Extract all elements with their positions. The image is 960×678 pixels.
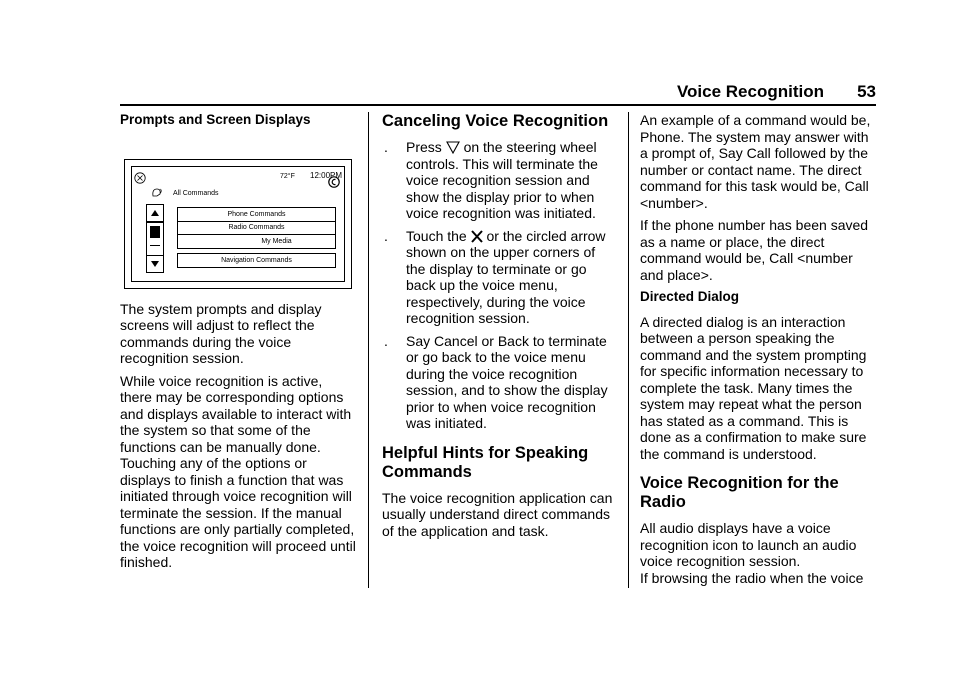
list-item: . Press on the steering wheel controls. This will terminate the voice recognition session and show the display prior to when voice recognition was initiated. — [384, 139, 598, 221]
temperature-readout: 72°F — [280, 172, 295, 180]
column-2 — [382, 112, 618, 545]
paragraph: If browsing the radio when the voice — [640, 569, 864, 586]
canceling-heading: Canceling Voice Recognition — [382, 112, 609, 130]
phone-commands-button[interactable]: Phone Commands — [177, 207, 336, 222]
prompts-subheading: Prompts and Screen Displays — [120, 112, 311, 127]
all-commands-label: All Commands — [173, 189, 219, 197]
list-item: . Touch the or the circled arrow shown on the upper corners of the display to terminate or go back up the voice menu, respectively, during the voice recognition session. — [384, 227, 606, 326]
scroll-down-button[interactable] — [146, 255, 164, 273]
radio-commands-button[interactable]: Radio Commands — [177, 221, 336, 235]
screen-display-figure — [124, 159, 352, 289]
helpful-hints-heading: Helpful Hints for Speaking Commands — [382, 443, 589, 481]
directed-dialog-subheading: Directed Dialog — [640, 289, 740, 304]
close-x-icon — [471, 230, 483, 243]
end-call-triangle-icon — [446, 141, 460, 154]
column-3 — [640, 112, 880, 592]
paragraph: The system prompts and display screens will adjust to reflect the commands during the voice recognition session. — [120, 300, 322, 366]
column-divider-2 — [628, 112, 629, 588]
voice-recognition-icon — [151, 187, 163, 198]
bullet-mark: . — [384, 332, 388, 349]
clock-readout: 12:00PM — [310, 170, 343, 180]
page-number: 53 — [857, 82, 876, 101]
bullet-mark: . — [384, 139, 388, 155]
section-title: Voice Recognition — [676, 82, 824, 101]
column-divider-1 — [368, 112, 369, 588]
column-1 — [120, 112, 356, 577]
bullet-mark: . — [384, 227, 388, 244]
paragraph: If the phone number has been saved as a name or place, the direct command would be, Call <number and place>. — [640, 217, 869, 283]
paragraph: All audio displays have a voice recognition icon to launch an audio voice recognition session. — [640, 520, 857, 569]
scroll-track[interactable] — [146, 222, 164, 256]
radio-voice-heading: Voice Recognition for the Radio — [640, 474, 839, 511]
paragraph: While voice recognition is active, there may be corresponding options and displays available to interact with the system so that some of the functions can be manually done. Touching any of the options or displays to finish a function that was initiated through voice recognition will terminate the session. If the manual functions are only partially completed, the voice recognition will proceed until finished. — [120, 372, 356, 570]
my-media-button[interactable]: My Media — [177, 235, 336, 249]
paragraph: An example of a command would be, Phone. The system may answer with a prompt of, Say Call followed by the number or contact name. The direct command for this task would be, Call <number>. — [640, 112, 871, 211]
scroll-thumb[interactable] — [150, 226, 160, 238]
scroll-up-button[interactable] — [146, 204, 164, 222]
screen-frame — [131, 166, 345, 282]
paragraph: The voice recognition application can usually understand direct commands of the application and task. — [382, 489, 613, 539]
navigation-commands-button[interactable]: Navigation Commands — [177, 253, 336, 268]
list-item: . Say Cancel or Back to terminate or go back to the voice menu during the voice recognition session, and to show the display prior to when voice recognition was initiated. — [384, 332, 608, 431]
close-circle-icon — [134, 172, 146, 184]
paragraph: A directed dialog is an interaction between a person speaking the command and the system prompting for specific information necessary to complete the task. Many times the system may repeat what the person has stated as a command. This is done as a confirmation to make sure the command is understood. — [640, 313, 867, 462]
page-header — [120, 80, 876, 106]
